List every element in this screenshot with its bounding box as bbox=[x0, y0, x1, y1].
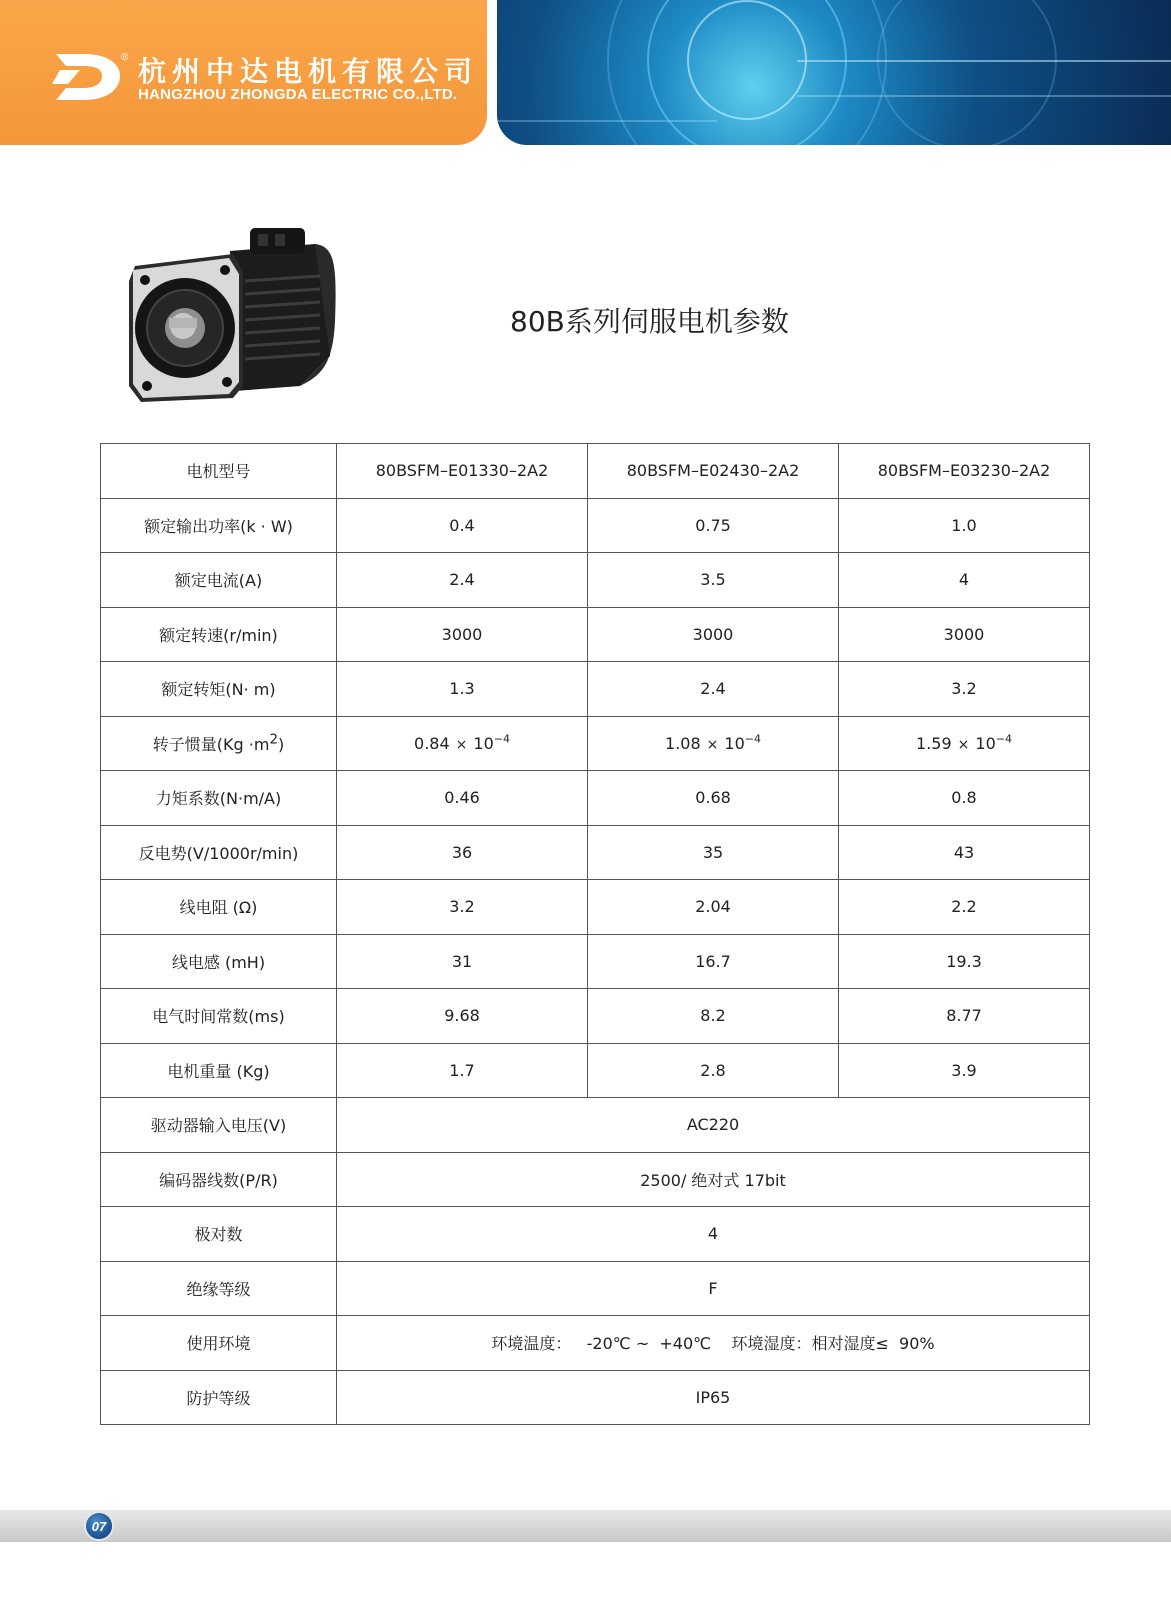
multiply-sign: × bbox=[706, 737, 719, 754]
row-label: 防护等级 bbox=[101, 1370, 337, 1425]
table-cell bbox=[839, 716, 1090, 771]
footer-bar bbox=[0, 1510, 1171, 1542]
row-label: 绝缘等级 bbox=[101, 1261, 337, 1316]
table-cell: 8.77 bbox=[839, 989, 1090, 1044]
inertia-base: 10 bbox=[724, 734, 745, 754]
table-row bbox=[101, 662, 1090, 717]
table-cell: 31 bbox=[337, 934, 588, 989]
row-label: 额定电流(A) bbox=[101, 553, 337, 608]
table-row-shared bbox=[101, 1152, 1090, 1207]
model-name: 80BSFM–E01330–2A2 bbox=[337, 444, 588, 499]
table-row bbox=[101, 989, 1090, 1044]
row-label: 线电阻 (Ω) bbox=[101, 880, 337, 935]
table-cell: 0.75 bbox=[588, 498, 839, 553]
table-cell bbox=[337, 716, 588, 771]
inertia-value: 1.59 bbox=[916, 734, 952, 754]
table-cell: 2.4 bbox=[337, 553, 588, 608]
row-label: 电气时间常数(ms) bbox=[101, 989, 337, 1044]
registered-mark: ® bbox=[121, 52, 129, 63]
company-name-cn: 杭州中达电机有限公司 bbox=[138, 55, 479, 88]
table-row bbox=[101, 880, 1090, 935]
table-cell: 3.2 bbox=[839, 662, 1090, 717]
table-cell: 36 bbox=[337, 825, 588, 880]
table-row-shared bbox=[101, 1261, 1090, 1316]
table-row-inertia bbox=[101, 716, 1090, 771]
row-label: 电机重量 (Kg) bbox=[101, 1043, 337, 1098]
table-cell-shared: F bbox=[337, 1261, 1090, 1316]
table-cell bbox=[588, 716, 839, 771]
zhongda-logo-icon bbox=[50, 48, 122, 103]
inertia-exponent: −4 bbox=[744, 733, 761, 747]
row-label: 额定输出功率(k · W) bbox=[101, 498, 337, 553]
table-row bbox=[101, 1043, 1090, 1098]
table-cell: 35 bbox=[588, 825, 839, 880]
table-cell: 2.8 bbox=[588, 1043, 839, 1098]
spec-table bbox=[100, 443, 1090, 1425]
inertia-exponent: −4 bbox=[493, 733, 510, 747]
table-header-label: 电机型号 bbox=[101, 444, 337, 499]
table-cell: 9.68 bbox=[337, 989, 588, 1044]
row-label: 使用环境 bbox=[101, 1316, 337, 1371]
table-cell: 3000 bbox=[588, 607, 839, 662]
company-name-en: HANGZHOU ZHONGDA ELECTRIC CO.,LTD. bbox=[138, 86, 458, 103]
table-row bbox=[101, 825, 1090, 880]
inertia-value: 0.84 bbox=[414, 734, 450, 754]
table-row-shared bbox=[101, 1207, 1090, 1262]
table-cell: 2.4 bbox=[588, 662, 839, 717]
header-tech-banner bbox=[497, 0, 1171, 145]
table-cell: 16.7 bbox=[588, 934, 839, 989]
table-cell: 3.9 bbox=[839, 1043, 1090, 1098]
model-name: 80BSFM–E02430–2A2 bbox=[588, 444, 839, 499]
inertia-base: 10 bbox=[975, 734, 996, 754]
table-cell: 8.2 bbox=[588, 989, 839, 1044]
table-cell-shared: AC220 bbox=[337, 1098, 1090, 1153]
inertia-label-suffix: ) bbox=[277, 734, 285, 754]
table-row bbox=[101, 607, 1090, 662]
table-cell: 1.7 bbox=[337, 1043, 588, 1098]
table-cell-shared: 2500/ 绝对式 17bit bbox=[337, 1152, 1090, 1207]
table-cell: 2.2 bbox=[839, 880, 1090, 935]
page-number: 07 bbox=[84, 1511, 114, 1541]
table-cell: 1.3 bbox=[337, 662, 588, 717]
row-label: 编码器线数(P/R) bbox=[101, 1152, 337, 1207]
row-label: 力矩系数(N·m/A) bbox=[101, 771, 337, 826]
table-row-shared bbox=[101, 1370, 1090, 1425]
header-brand-panel bbox=[0, 0, 487, 145]
table-cell: 1.0 bbox=[839, 498, 1090, 553]
table-row bbox=[101, 934, 1090, 989]
model-name: 80BSFM–E03230–2A2 bbox=[839, 444, 1090, 499]
table-cell: 3.5 bbox=[588, 553, 839, 608]
inertia-base: 10 bbox=[473, 734, 494, 754]
inertia-label-exponent: 2 bbox=[269, 732, 278, 748]
table-cell: 19.3 bbox=[839, 934, 1090, 989]
row-label: 线电感 (mH) bbox=[101, 934, 337, 989]
multiply-sign: × bbox=[455, 737, 468, 754]
table-cell: 3.2 bbox=[337, 880, 588, 935]
table-cell: 0.8 bbox=[839, 771, 1090, 826]
table-row-shared bbox=[101, 1316, 1090, 1371]
page-title: 80B系列伺服电机参数 bbox=[510, 305, 789, 338]
servo-motor-image bbox=[125, 226, 340, 416]
inertia-value: 1.08 bbox=[665, 734, 701, 754]
table-row bbox=[101, 498, 1090, 553]
table-cell: 3000 bbox=[337, 607, 588, 662]
table-cell: 4 bbox=[839, 553, 1090, 608]
table-cell-shared: IP65 bbox=[337, 1370, 1090, 1425]
table-row bbox=[101, 771, 1090, 826]
table-row-shared bbox=[101, 1098, 1090, 1153]
row-label: 反电势(V/1000r/min) bbox=[101, 825, 337, 880]
table-cell: 0.4 bbox=[337, 498, 588, 553]
row-label: 额定转速(r/min) bbox=[101, 607, 337, 662]
table-cell: 43 bbox=[839, 825, 1090, 880]
table-cell: 0.46 bbox=[337, 771, 588, 826]
row-label: 极对数 bbox=[101, 1207, 337, 1262]
table-header-row bbox=[101, 444, 1090, 499]
table-cell-shared: 环境温度： -20℃ ~ +40℃ 环境湿度：相对湿度≤ 90% bbox=[337, 1316, 1090, 1371]
table-cell-shared: 4 bbox=[337, 1207, 1090, 1262]
row-label: 驱动器输入电压(V) bbox=[101, 1098, 337, 1153]
table-row bbox=[101, 553, 1090, 608]
table-cell: 3000 bbox=[839, 607, 1090, 662]
inertia-exponent: −4 bbox=[995, 733, 1012, 747]
multiply-sign: × bbox=[957, 737, 970, 754]
inertia-label-prefix: 转子惯量(Kg ·m bbox=[152, 734, 270, 754]
table-cell: 2.04 bbox=[588, 880, 839, 935]
table-cell: 0.68 bbox=[588, 771, 839, 826]
row-label: 额定转矩(N· m) bbox=[101, 662, 337, 717]
row-label bbox=[101, 716, 337, 771]
